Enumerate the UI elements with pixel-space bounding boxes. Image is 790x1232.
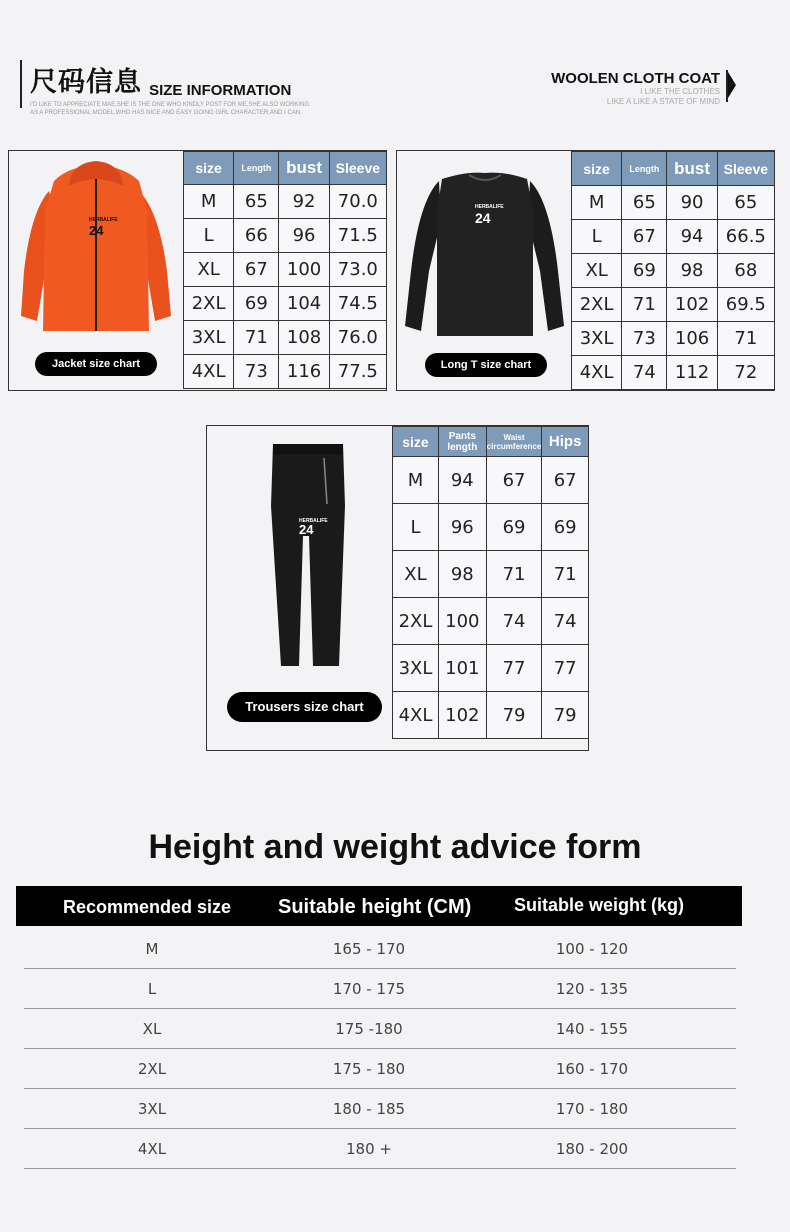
table-cell: 68 <box>717 254 774 288</box>
table-cell: 92 <box>279 185 329 219</box>
table-header-cell: size <box>184 152 234 185</box>
arrow-right-icon <box>728 72 736 98</box>
table-row <box>393 457 589 504</box>
table-row <box>24 1129 736 1169</box>
table-cell: 180 + <box>346 1140 392 1158</box>
table-cell: 67 <box>234 253 279 287</box>
table-cell: 102 <box>667 288 717 322</box>
table-cell: 69 <box>486 504 542 551</box>
table-cell: 180 - 200 <box>555 1140 629 1158</box>
table-cell: 3XL <box>184 321 234 355</box>
table-cell: 108 <box>279 321 329 355</box>
table-cell: 112 <box>667 356 717 390</box>
table-cell: 160 - 170 <box>555 1060 629 1078</box>
table-cell: 96 <box>279 219 329 253</box>
header-right-sub2: LIKE A LIKE A STATE OF MIND <box>606 97 720 106</box>
table-cell: 74 <box>486 598 542 645</box>
table-cell: 70.0 <box>329 185 386 219</box>
table-row <box>24 1009 736 1049</box>
table-cell: 65 <box>234 185 279 219</box>
table-cell: 106 <box>667 322 717 356</box>
table-cell: XL <box>393 551 439 598</box>
table-header-cell: Sleeve <box>329 152 386 185</box>
table-cell: 65 <box>622 186 667 220</box>
table-row <box>24 1089 736 1129</box>
table-header-cell: size <box>393 427 439 457</box>
table-row <box>24 1049 736 1089</box>
table-cell: 71 <box>486 551 542 598</box>
table-cell: 67 <box>622 220 667 254</box>
table-cell: 98 <box>667 254 717 288</box>
table-cell: 67 <box>486 457 542 504</box>
table-cell: M <box>572 186 622 220</box>
table-cell: 66.5 <box>717 220 774 254</box>
table-cell: 74 <box>542 598 589 645</box>
table-cell: 71 <box>622 288 667 322</box>
header-right-block <box>551 70 720 107</box>
table-cell: 4XL <box>184 355 234 389</box>
table-cell: 94 <box>438 457 486 504</box>
title-english: SIZE INFORMATION <box>149 82 292 99</box>
table-cell: 175 - 180 <box>332 1060 406 1078</box>
advice-title: Height and weight advice form <box>148 828 642 866</box>
table-cell: 66 <box>234 219 279 253</box>
table-cell: 3XL <box>572 322 622 356</box>
table-cell: 74 <box>622 356 667 390</box>
table-row <box>184 185 387 219</box>
trousers-size-card <box>206 425 589 751</box>
table-cell: 73 <box>622 322 667 356</box>
table-row <box>572 186 775 220</box>
table-cell: 100 <box>279 253 329 287</box>
table-row <box>393 551 589 598</box>
table-cell: 77 <box>542 645 589 692</box>
header-right-title: WOOLEN CLOTH COAT <box>551 70 720 87</box>
table-cell: XL <box>184 253 234 287</box>
table-cell: 98 <box>438 551 486 598</box>
table-cell: M <box>184 185 234 219</box>
table-cell: 165 - 170 <box>332 940 406 958</box>
table-header-cell: Sleeve <box>717 152 774 186</box>
table-cell: 102 <box>438 692 486 739</box>
table-cell: 175 -180 <box>335 1020 403 1038</box>
table-cell: 67 <box>542 457 589 504</box>
table-header-row <box>184 152 387 185</box>
table-header-cell: size <box>572 152 622 186</box>
table-cell: 101 <box>438 645 486 692</box>
table-cell: 170 - 180 <box>555 1100 629 1118</box>
table-row <box>572 356 775 390</box>
table-header-cell: Length <box>234 152 279 185</box>
table-cell: 3XL <box>137 1100 167 1118</box>
table-row <box>393 504 589 551</box>
table-header-cell: Length <box>622 152 667 186</box>
trousers-brand-num: 24 <box>299 522 314 537</box>
table-cell: 74.5 <box>329 287 386 321</box>
table-cell: L <box>184 219 234 253</box>
table-cell: 90 <box>667 186 717 220</box>
table-cell: 69.5 <box>717 288 774 322</box>
header-right-sub1: I LIKE THE CLOTHES <box>640 87 720 96</box>
jacket-chart-label: Jacket size chart <box>35 352 157 376</box>
longt-size-table <box>571 151 775 390</box>
table-cell: 65 <box>717 186 774 220</box>
trousers-brand: HERBALIFE <box>299 518 328 524</box>
table-cell: 100 <box>438 598 486 645</box>
table-cell: L <box>147 980 157 998</box>
longt-brand: HERBALIFE <box>475 204 504 210</box>
table-row <box>184 321 387 355</box>
table-cell: 104 <box>279 287 329 321</box>
table-cell: 3XL <box>393 645 439 692</box>
table-cell: 69 <box>542 504 589 551</box>
header-title-block <box>20 60 360 116</box>
table-cell: 4XL <box>393 692 439 739</box>
table-cell: 71 <box>234 321 279 355</box>
table-cell: 4XL <box>137 1140 167 1158</box>
table-cell: 76.0 <box>329 321 386 355</box>
table-header-row <box>572 152 775 186</box>
table-cell: 69 <box>234 287 279 321</box>
trousers-size-table <box>392 426 589 739</box>
table-cell: 170 - 175 <box>332 980 406 998</box>
jacket-brand: HERBALIFE <box>89 217 118 223</box>
table-cell: 116 <box>279 355 329 389</box>
longt-brand-num: 24 <box>475 210 491 226</box>
table-cell: 71 <box>717 322 774 356</box>
table-cell: 120 - 135 <box>555 980 629 998</box>
table-row <box>393 645 589 692</box>
table-row <box>184 219 387 253</box>
header-subtitle-line1: I'D LIKE TO APPRECIATE MAE,SHE IS THE ONE WHO KINDLY POST FOR ME,SHE ALSO WORKING <box>30 102 310 108</box>
table-cell: 2XL <box>572 288 622 322</box>
advice-header-size: Recommended size <box>63 897 232 917</box>
table-row <box>184 253 387 287</box>
table-cell: 73.0 <box>329 253 386 287</box>
table-row <box>572 288 775 322</box>
table-header-cell: Hips <box>542 427 589 457</box>
table-cell: 69 <box>622 254 667 288</box>
table-cell: M <box>145 940 159 958</box>
table-cell: L <box>393 504 439 551</box>
table-cell: M <box>393 457 439 504</box>
header-subtitle <box>30 101 360 117</box>
table-row <box>393 598 589 645</box>
table-row <box>572 322 775 356</box>
advice-header-weight: Suitable weight (kg) <box>514 895 685 915</box>
table-header-cell: Pants length <box>438 427 486 457</box>
table-cell: 72 <box>717 356 774 390</box>
jacket-size-table <box>183 151 387 389</box>
jacket-size-card <box>8 150 387 391</box>
table-cell: 2XL <box>137 1060 167 1078</box>
table-cell: 79 <box>486 692 542 739</box>
table-cell: 71 <box>542 551 589 598</box>
table-row <box>24 969 736 1009</box>
longt-size-card <box>396 150 775 391</box>
table-cell: 79 <box>542 692 589 739</box>
longt-chart-label: Long T size chart <box>425 353 547 377</box>
table-row <box>184 355 387 389</box>
table-cell: 94 <box>667 220 717 254</box>
table-cell: 180 - 185 <box>332 1100 406 1118</box>
table-row <box>572 254 775 288</box>
table-header-row <box>393 427 589 457</box>
table-cell: 140 - 155 <box>555 1020 629 1038</box>
table-cell: 77.5 <box>329 355 386 389</box>
table-header-cell: Waist circumference <box>486 427 542 457</box>
table-cell: 96 <box>438 504 486 551</box>
table-row <box>24 929 736 969</box>
table-cell: 2XL <box>184 287 234 321</box>
advice-header-row <box>16 886 742 926</box>
table-cell: XL <box>572 254 622 288</box>
table-cell: 100 - 120 <box>555 940 629 958</box>
table-cell: 73 <box>234 355 279 389</box>
table-cell: 2XL <box>393 598 439 645</box>
jacket-brand-num: 24 <box>89 223 104 238</box>
table-cell: XL <box>142 1020 162 1038</box>
table-cell: 71.5 <box>329 219 386 253</box>
table-header-cell: bust <box>667 152 717 186</box>
table-cell: L <box>572 220 622 254</box>
table-row <box>572 220 775 254</box>
header-subtitle-line2: AS A PROFESSIONAL MODEL,WHO HAS NICE AND EASY GOING GIRL CHARACTER,AND I CAN. <box>30 110 302 116</box>
table-row <box>184 287 387 321</box>
title-chinese: 尺码信息 <box>30 67 142 98</box>
table-cell: 4XL <box>572 356 622 390</box>
table-row <box>393 692 589 739</box>
trousers-chart-label: Trousers size chart <box>227 692 382 722</box>
advice-header-height: Suitable height (CM) <box>278 896 472 918</box>
table-cell: 77 <box>486 645 542 692</box>
table-header-cell: bust <box>279 152 329 185</box>
